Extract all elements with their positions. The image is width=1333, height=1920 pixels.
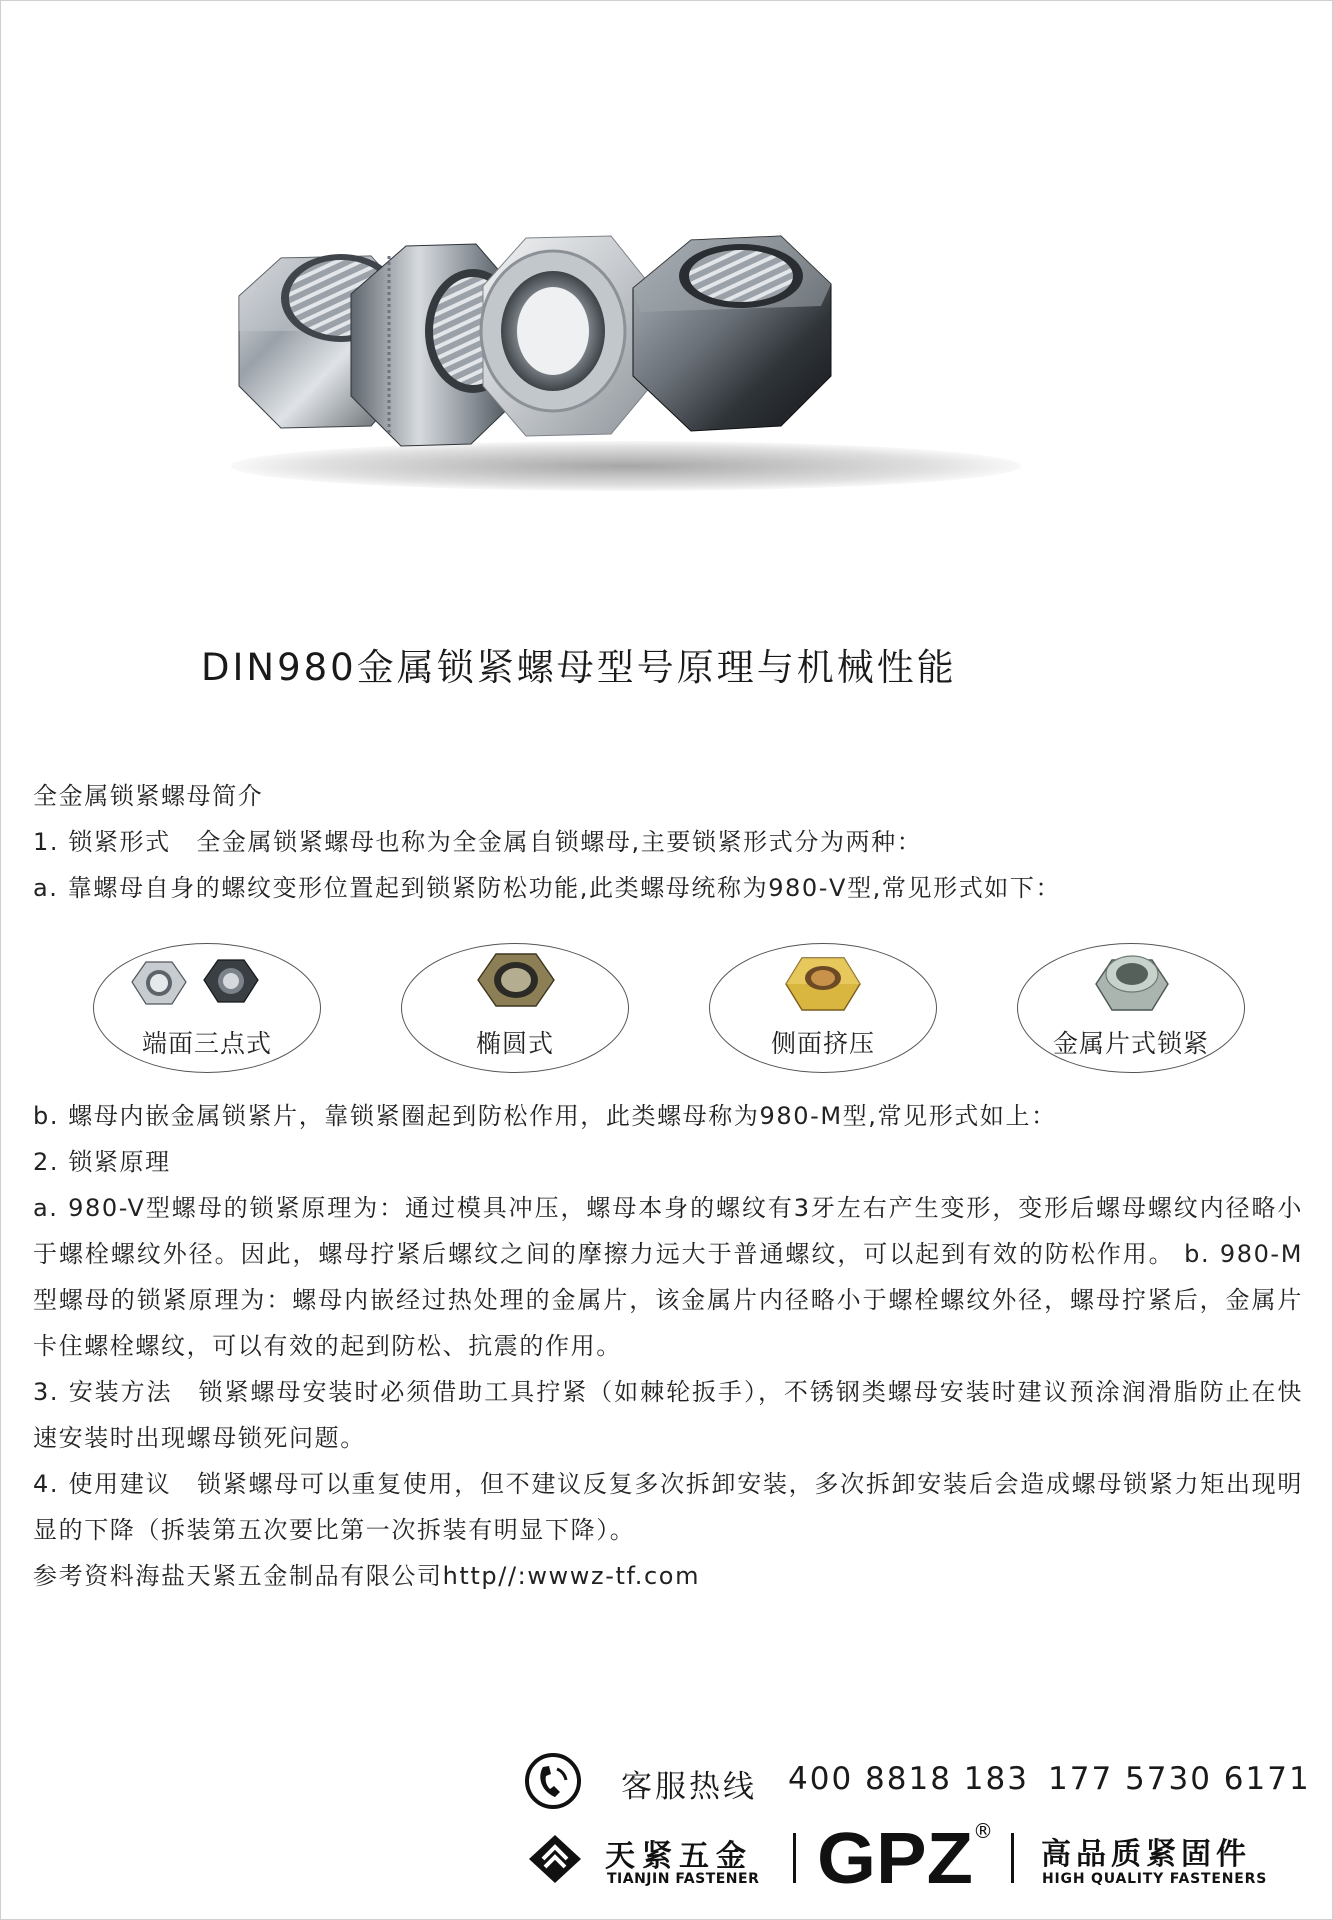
main-text [33, 1093, 1303, 1599]
divider [793, 1833, 796, 1883]
intro-text [33, 773, 1303, 911]
nut-type-metal-insert [1017, 943, 1245, 1073]
type-m-line: b. 螺母内嵌金属锁紧片，靠锁紧圈起到防松作用，此类螺母称为980-M型,常见形式如上： [33, 1102, 1057, 1130]
hotline-number-1: 400 8818 183 [788, 1761, 1029, 1797]
document-title: DIN980金属锁紧螺母型号原理与机械性能 [201, 646, 957, 689]
hotline-number-2: 177 5730 6171 [1048, 1761, 1311, 1797]
nut-type-end-three-point [93, 943, 321, 1073]
nut-type-label: 椭圆式 [475, 1029, 554, 1058]
nut-type-label: 侧面挤压 [770, 1029, 875, 1058]
slogan-chinese: 高品质紧固件 [1041, 1837, 1251, 1872]
hotline-label: 客服热线 [621, 1769, 757, 1805]
brand-english-name: TIANJIN FASTENER [607, 1871, 760, 1887]
hero-nuts-image [221, 236, 1041, 506]
tianjin-diamond-logo-icon [527, 1833, 583, 1885]
section4-paragraph: 4. 使用建议 锁紧螺母可以重复使用，但不建议反复多次拆卸安装，多次拆卸安装后会造成螺母锁紧力矩出现明显的下降（拆装第五次要比第一次拆装有明显下降）。 [33, 1470, 1303, 1544]
brand-bar [527, 1819, 1307, 1899]
gpz-logo [817, 1823, 977, 1889]
nut-types-row [93, 943, 1253, 1079]
nut-type-label: 金属片式锁紧 [1052, 1029, 1209, 1058]
hotline-bar [523, 1751, 1311, 1811]
section2-heading: 2. 锁紧原理 [33, 1148, 171, 1176]
hero-nuts-illustration [221, 236, 1041, 506]
brand-chinese-name: 天紧五金 [605, 1839, 753, 1874]
section3-paragraph: 3. 安装方法 锁紧螺母安装时必须借助工具拧紧（如棘轮扳手），不锈钢类螺母安装时建议预涂润滑脂防止在快速安装时出现螺母锁死问题。 [33, 1378, 1303, 1452]
section2-paragraph: a. 980-V型螺母的锁紧原理为：通过模具冲压，螺母本身的螺纹有3牙左右产生变形，变形后螺母螺纹内径略小于螺栓螺纹外径。因此，螺母拧紧后螺纹之间的摩擦力远大于普通螺纹，可以起到有效的防松作用。 b. 980-M型螺母的锁紧原理为：螺母内嵌经过热处理的金属片，该金属片内径略小于螺栓螺纹外径，螺母拧紧后，金属片卡住螺栓螺纹，可以有效的起到防松、抗震的作用。 [33, 1194, 1303, 1360]
svg-text:GPZ: GPZ [817, 1823, 973, 1889]
registered-mark: ® [973, 1819, 993, 1843]
divider [1011, 1833, 1014, 1883]
intro-heading: 全金属锁紧螺母简介 [33, 782, 264, 810]
slogan-english: HIGH QUALITY FASTENERS [1042, 1871, 1268, 1887]
lock-form-line: 1. 锁紧形式 全金属锁紧螺母也称为全金属自锁螺母,主要锁紧形式分为两种： [33, 828, 923, 856]
nut-type-side-squeeze [709, 943, 937, 1073]
type-v-line: a. 靠螺母自身的螺纹变形位置起到锁紧防松功能,此类螺母统称为980-V型,常见形式如下： [33, 874, 1062, 902]
nut-type-oval [401, 943, 629, 1073]
reference-line: 参考资料海盐天紧五金制品有限公司http//:wwwz-tf.com [33, 1562, 701, 1590]
phone-icon [523, 1751, 583, 1811]
nut-type-label: 端面三点式 [141, 1029, 272, 1058]
